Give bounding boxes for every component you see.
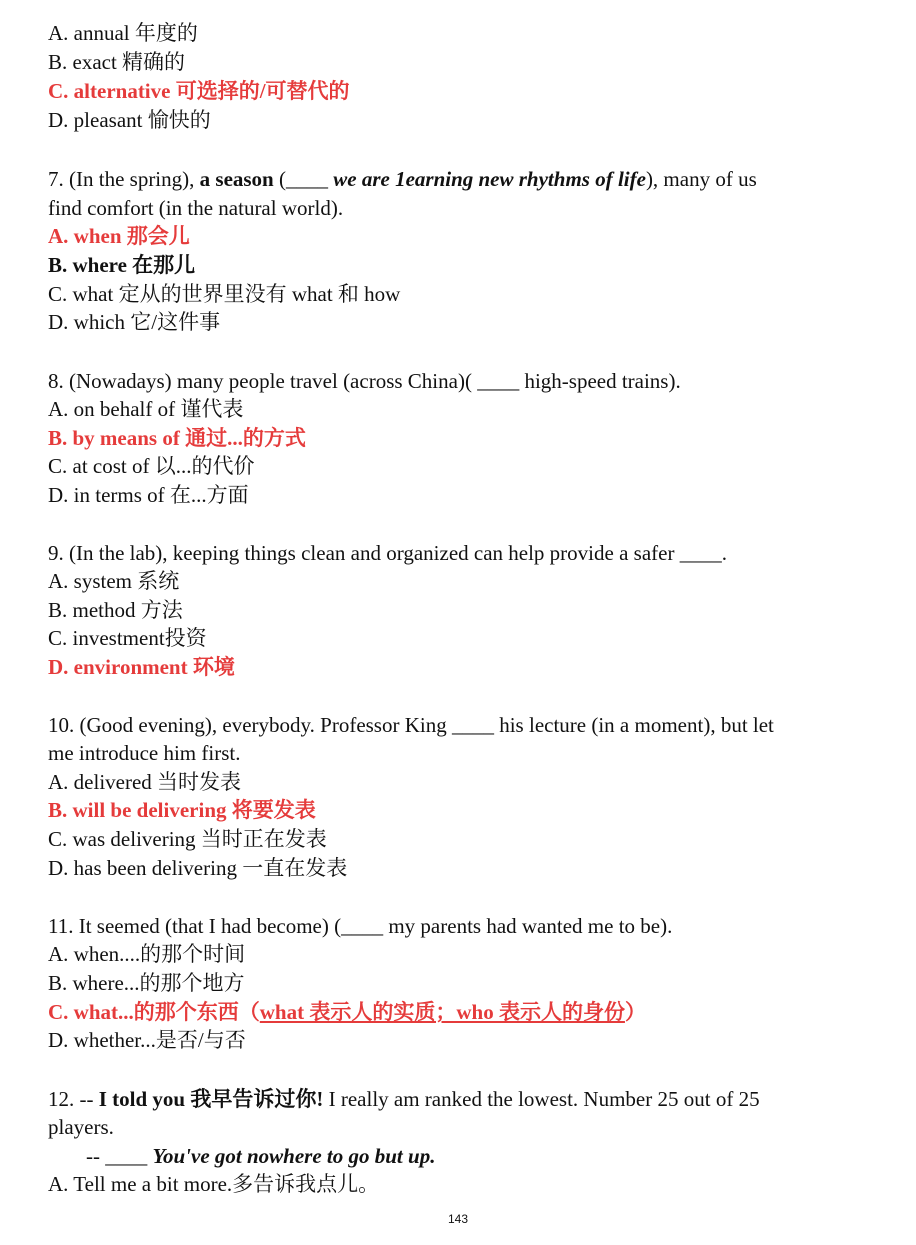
q11-option-b: B. where...的那个地方: [48, 971, 245, 995]
q7-option-b: B. where 在那儿: [48, 253, 196, 277]
q11-stem: 11. It seemed (that I had become) (____ my parents had wanted me to be).: [48, 914, 673, 938]
q7-option-a-answer: A. when 那会儿: [48, 224, 190, 248]
q6-option-b: B. exact 精确的: [48, 50, 186, 74]
q10-option-d: D. has been delivering 一直在发表: [48, 856, 348, 880]
q9-option-a: A. system 系统: [48, 569, 180, 593]
q6-option-a: A. annual 年度的: [48, 21, 198, 45]
q8-option-a: A. on behalf of 谨代表: [48, 397, 244, 421]
q9-option-d-answer: D. environment 环境: [48, 655, 235, 679]
q8-option-d: D. in terms of 在...方面: [48, 483, 249, 507]
q12-stem-line2: players.: [48, 1115, 114, 1139]
q8-option-c: C. at cost of 以...的代价: [48, 454, 255, 478]
q7-stem-line1: 7. (In the spring), a season (____ we are 1earning new rhythms of life), many of us: [48, 167, 757, 191]
q10-option-c: C. was delivering 当时正在发表: [48, 827, 327, 851]
q10-option-a: A. delivered 当时发表: [48, 770, 242, 794]
q12-stem-line1: 12. -- I told you 我早告诉过你! I really am ranked the lowest. Number 25 out of 25: [48, 1087, 760, 1111]
q7-option-c: C. what 定从的世界里没有 what 和 how: [48, 282, 401, 306]
q10-stem-line1: 10. (Good evening), everybody. Professor King ____ his lecture (in a moment), but let: [48, 713, 774, 737]
q6-option-d: D. pleasant 愉快的: [48, 108, 211, 132]
q9-option-c: C. investment投资: [48, 626, 207, 650]
q10-stem-line2: me introduce him first.: [48, 741, 241, 765]
page-number: 143: [447, 1212, 469, 1226]
q8-option-b-answer: B. by means of 通过...的方式: [48, 426, 306, 450]
q12-reply: -- ____ You've got nowhere to go but up.: [86, 1144, 436, 1168]
q11-option-c-answer: C. what...的那个东西（what 表示人的实质；who 表示人的身份）: [48, 1000, 646, 1024]
q9-option-b: B. method 方法: [48, 598, 183, 622]
q12-option-a: A. Tell me a bit more.多告诉我点儿。: [48, 1172, 380, 1196]
q7-stem-line2: find comfort (in the natural world).: [48, 196, 344, 220]
q11-annotation-underlined: what 表示人的实质；who 表示人的身份: [259, 1000, 625, 1024]
q11-option-a: A. when....的那个时间: [48, 942, 246, 966]
q6-option-c-answer: C. alternative 可选择的/可替代的: [48, 79, 350, 103]
q9-stem: 9. (In the lab), keeping things clean and organized can help provide a safer ____.: [48, 541, 727, 565]
q10-option-b-answer: B. will be delivering 将要发表: [48, 798, 316, 822]
q11-option-d: D. whether...是否/与否: [48, 1028, 246, 1052]
q8-stem: 8. (Nowadays) many people travel (across China)( ____ high-speed trains).: [48, 369, 681, 393]
q7-option-d: D. which 它/这件事: [48, 310, 221, 334]
